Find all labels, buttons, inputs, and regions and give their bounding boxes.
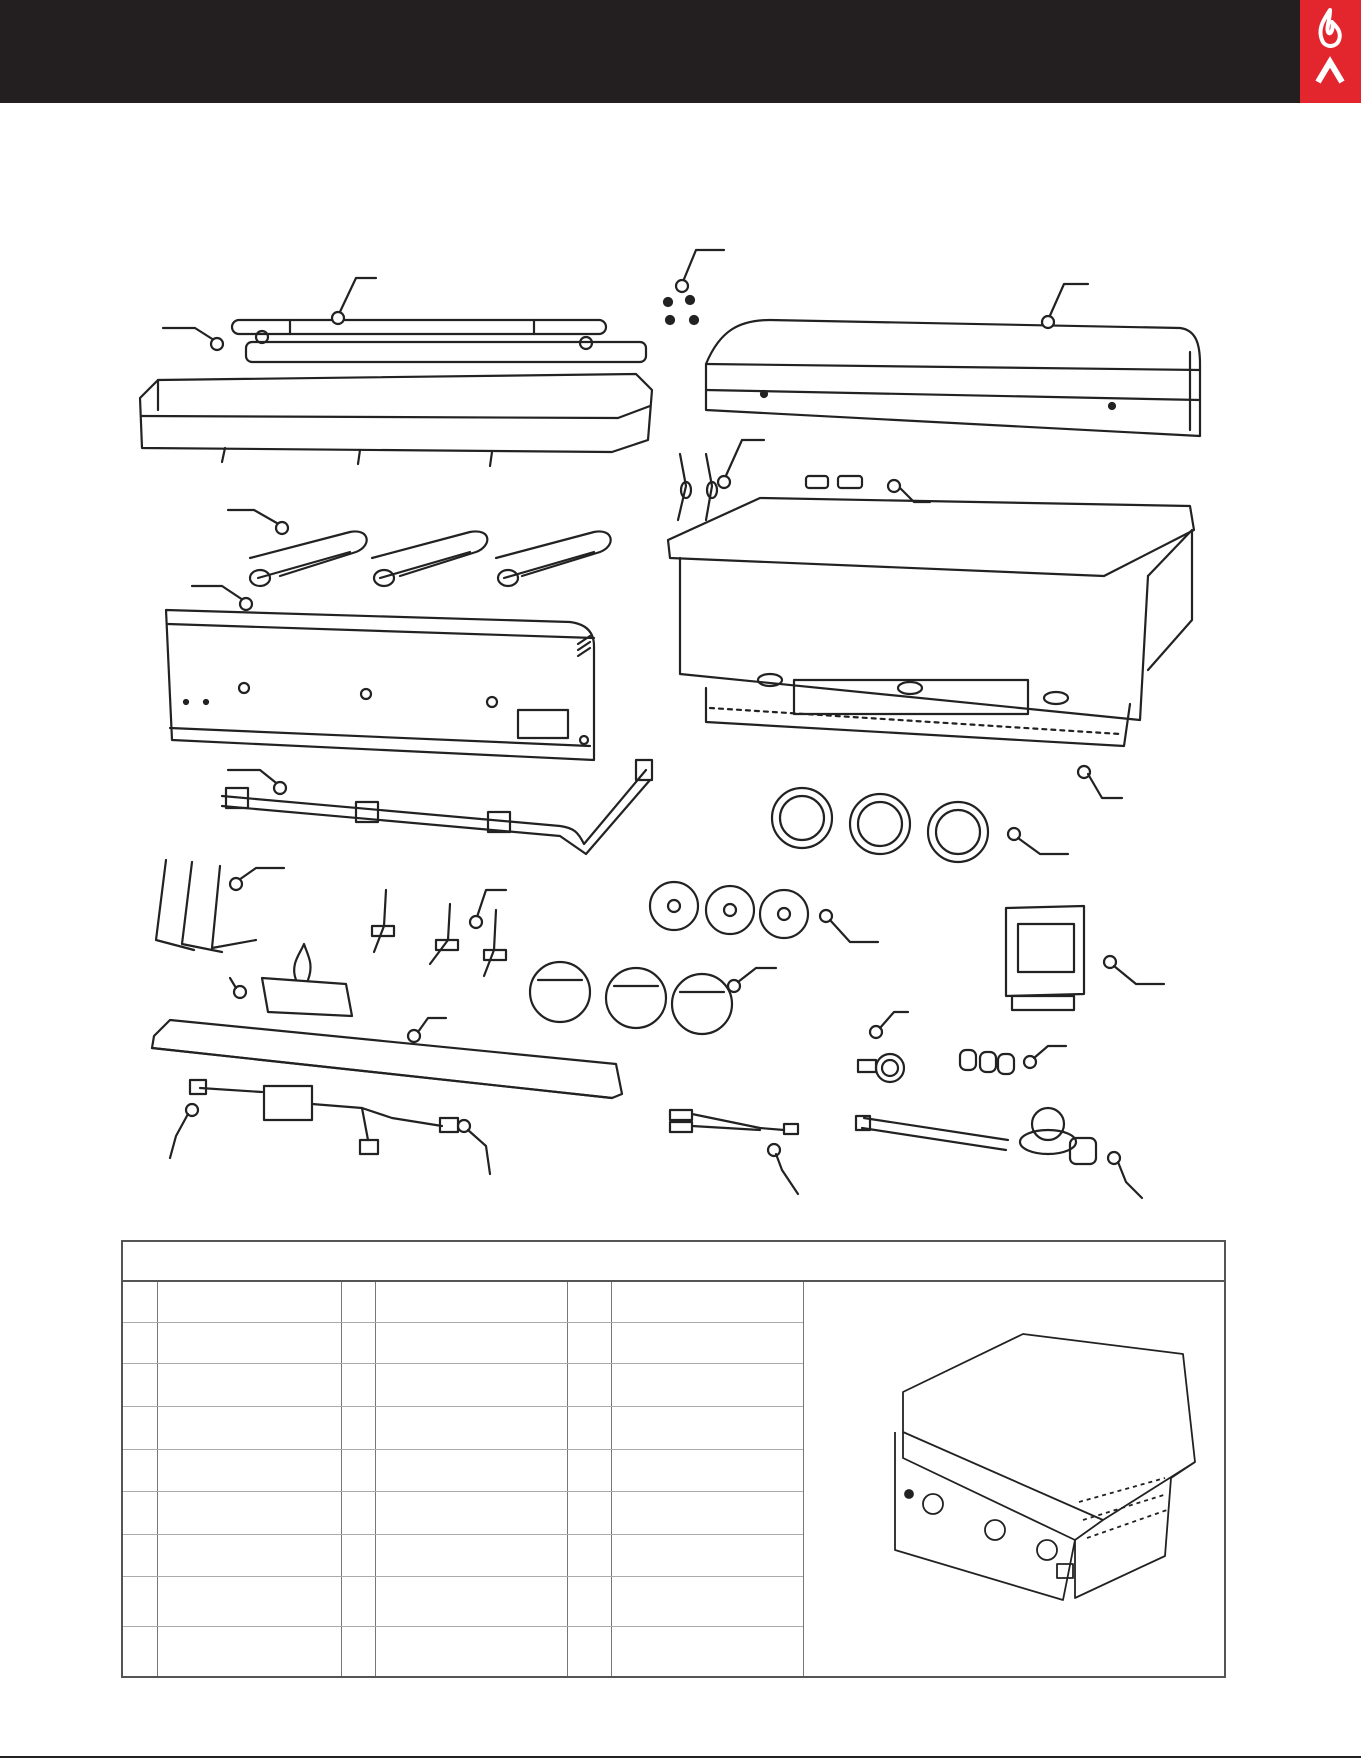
grease-rail-icon [152,1018,622,1098]
light-bulb-icon [960,1046,1066,1074]
griddle-handle-icon [232,278,606,349]
table-row [123,1449,803,1450]
power-cord-icon [170,1080,490,1174]
header-bar [0,0,1361,103]
table-row [123,1322,803,1323]
control-panel-icon [166,610,594,760]
grid-line [803,1282,804,1676]
knob-icon [530,962,776,1034]
table-row [123,1363,803,1364]
gas-manifold-icon [222,760,652,854]
parts-table [121,1240,1226,1678]
ignition-button-icon [858,1012,908,1082]
grid-line [375,1282,376,1676]
ignition-wire-icon [678,440,764,520]
grid-line [341,1282,342,1676]
gas-regulator-icon [856,1108,1142,1198]
valve-fitting-icon [806,476,930,502]
grid-line [157,1282,158,1676]
blaze-flame-icon [1300,0,1361,103]
exploded-parts-diagram [0,240,1361,1215]
grid-line [567,1282,568,1676]
griddle-plate-icon [140,328,652,466]
table-row [123,1406,803,1407]
assembled-griddle-icon [895,1334,1195,1600]
thermocouple-icon [156,860,284,952]
power-supply-icon [1006,906,1164,1010]
table-row [123,1576,803,1577]
griddle-preview-image [843,1282,1224,1676]
parts-table-header [123,1242,1224,1282]
wire-harness-icon [670,1110,798,1194]
firebox-icon [668,498,1194,798]
table-row [123,1626,803,1627]
grid-line [611,1282,612,1676]
table-row [123,1491,803,1492]
electrode-icon [372,890,506,976]
brand-logo [1300,0,1361,103]
footer-rule [0,1756,1361,1758]
bezel-icon [772,788,1068,862]
thumb-screw-icon [664,250,724,324]
valve-plate-icon [650,882,878,942]
blaze-logo-icon [230,944,352,1016]
table-row [123,1534,803,1535]
burner-icon [192,510,611,610]
hood-icon [706,284,1200,436]
